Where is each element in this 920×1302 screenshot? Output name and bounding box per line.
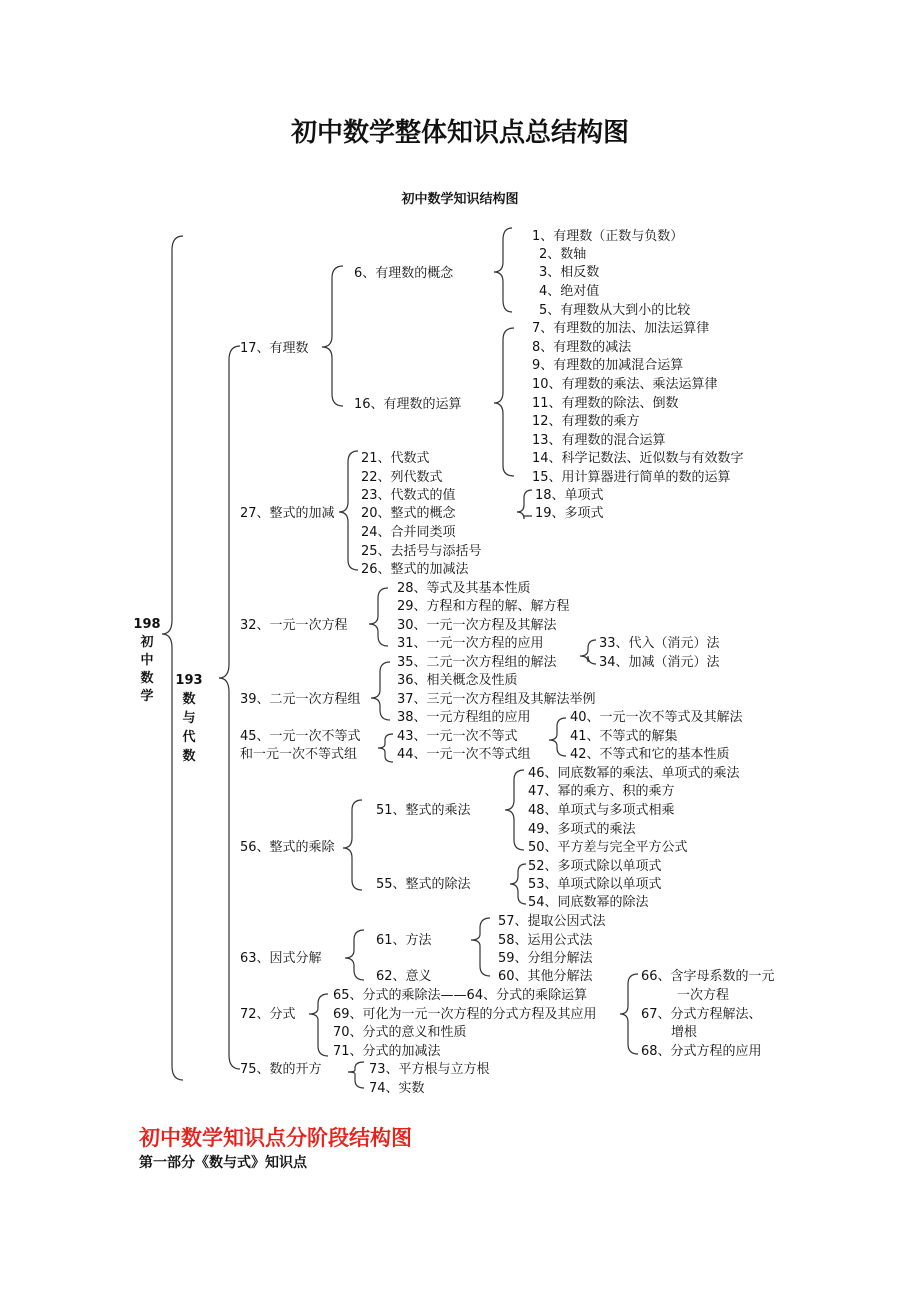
node-56: 56、整式的乘除 <box>240 840 335 855</box>
node-25: 25、去括号与添括号 <box>361 544 482 559</box>
brace-39 <box>371 662 390 720</box>
node-10: 10、有理数的乘法、乘法运算律 <box>532 377 718 392</box>
root-label-2: 中 <box>140 653 154 668</box>
node-13: 13、有理数的混合运算 <box>532 433 666 448</box>
node-41: 41、不等式的解集 <box>570 729 678 744</box>
node-72: 72、分式 <box>240 1007 296 1022</box>
node-23: 23、代数式的值 <box>361 488 456 503</box>
node-66-line2: 一次方程 <box>677 988 730 1003</box>
diagram-title: 初中数学知识结构图 <box>401 192 519 207</box>
root-label-4: 学 <box>140 689 154 704</box>
node-22: 22、列代数式 <box>361 470 443 485</box>
node-40: 40、一元一次不等式及其解法 <box>570 710 743 725</box>
node-67-line2: 增根 <box>671 1025 698 1040</box>
node-55: 55、整式的除法 <box>376 877 471 892</box>
node-73: 73、平方根与立方根 <box>369 1062 490 1077</box>
node-37: 37、三元一次方程组及其解法举例 <box>397 692 596 707</box>
node-1: 1、有理数（正数与负数） <box>532 229 684 244</box>
node-8: 8、有理数的减法 <box>532 340 632 355</box>
node-4: 4、绝对值 <box>539 284 600 299</box>
node-54: 54、同底数幂的除法 <box>528 895 649 910</box>
node-28: 28、等式及其基本性质 <box>397 581 531 596</box>
node-18: 18、单项式 <box>535 488 604 503</box>
node-24: 24、合并同类项 <box>361 525 456 540</box>
node-60: 60、其他分解法 <box>498 969 593 984</box>
section-title: 初中数学知识点分阶段结构图 <box>139 1126 412 1150</box>
root-node <box>133 617 160 704</box>
node-52: 52、多项式除以单项式 <box>528 859 662 874</box>
node-17: 17、有理数 <box>240 341 309 356</box>
node-62: 62、意义 <box>376 969 432 984</box>
node-9: 9、有理数的加减混合运算 <box>532 358 684 373</box>
node-71: 71、分式的加减法 <box>333 1044 441 1059</box>
node-42: 42、不等式和它的基本性质 <box>570 747 730 762</box>
node-43: 43、一元一次不等式 <box>397 729 518 744</box>
branch-label-0: 193 <box>175 673 203 688</box>
node-30: 30、一元一次方程及其解法 <box>397 618 557 633</box>
brace-27 <box>339 451 358 570</box>
brace-75 <box>348 1062 364 1088</box>
node-14: 14、科学记数法、近似数与有效数字 <box>532 451 744 466</box>
brace-51 <box>505 770 524 850</box>
branch-label-3: 代 <box>182 730 196 745</box>
brace-45 <box>378 734 393 762</box>
branch-label-1: 数 <box>182 692 196 707</box>
node-61: 61、方法 <box>376 933 432 948</box>
node-69: 69、可化为一元一次方程的分式方程及其应用 <box>333 1007 597 1022</box>
node-20: 20、整式的概念 <box>361 506 456 521</box>
root-label-0: 198 <box>133 617 161 632</box>
node-36: 36、相关概念及性质 <box>397 673 518 688</box>
brace-algebra <box>219 346 240 1069</box>
node-70: 70、分式的意义和性质 <box>333 1025 467 1040</box>
node-51: 51、整式的乘法 <box>376 803 471 818</box>
brace-32 <box>369 588 388 646</box>
node-58: 58、运用公式法 <box>498 933 593 948</box>
node-50: 50、平方差与完全平方公式 <box>528 840 688 855</box>
node-74: 74、实数 <box>369 1081 425 1096</box>
node-16: 16、有理数的运算 <box>354 397 462 412</box>
node-44: 44、一元一次不等式组 <box>397 747 531 762</box>
brace-16 <box>494 328 514 476</box>
node-53: 53、单项式除以单项式 <box>528 877 662 892</box>
brace-69 <box>620 974 638 1054</box>
node-45-line1: 45、一元一次不等式 <box>240 729 361 744</box>
node-47: 47、幂的乘方、积的乘方 <box>528 784 675 799</box>
root-label-3: 数 <box>140 671 154 686</box>
node-67-line1: 67、分式方程解法、 <box>641 1007 762 1022</box>
brace-43 <box>549 718 566 756</box>
brace-61 <box>471 918 490 976</box>
branch-label-4: 数 <box>182 749 196 764</box>
node-46: 46、同底数幂的乘法、单项式的乘法 <box>528 766 740 781</box>
node-32: 32、一元一次方程 <box>240 618 348 633</box>
node-15: 15、用计算器进行简单的数的运算 <box>532 470 731 485</box>
node-34: 34、加减（消元）法 <box>599 655 720 670</box>
section-subtitle: 第一部分《数与式》知识点 <box>139 1155 307 1171</box>
node-75: 75、数的开方 <box>240 1062 322 1077</box>
brace-31 <box>580 640 596 664</box>
node-38: 38、一元方程组的应用 <box>397 710 531 725</box>
node-57: 57、提取公因式法 <box>498 914 606 929</box>
node-66-line1: 66、含字母系数的一元 <box>641 969 775 984</box>
node-6: 6、有理数的概念 <box>354 266 454 281</box>
node-29: 29、方程和方程的解、解方程 <box>397 599 570 614</box>
node-65: 65、分式的乘除法——64、分式的乘除运算 <box>333 988 588 1003</box>
node-2: 2、数轴 <box>539 247 587 262</box>
brace-root <box>162 236 183 1080</box>
node-7: 7、有理数的加法、加法运算律 <box>532 321 710 336</box>
root-label-1: 初 <box>140 635 154 650</box>
brace-17 <box>322 266 343 406</box>
node-59: 59、分组分解法 <box>498 951 593 966</box>
brace-20 <box>517 490 532 519</box>
brace-6 <box>494 228 512 312</box>
branch-node <box>175 673 202 764</box>
node-48: 48、单项式与多项式相乘 <box>528 803 675 818</box>
node-49: 49、多项式的乘法 <box>528 822 636 837</box>
node-31: 31、一元一次方程的应用 <box>397 636 544 651</box>
node-19: 19、多项式 <box>535 506 604 521</box>
node-21: 21、代数式 <box>361 451 430 466</box>
node-35: 35、二元一次方程组的解法 <box>397 655 557 670</box>
diagram-nodes <box>240 228 775 1096</box>
branch-label-2: 与 <box>182 711 196 726</box>
node-27: 27、整式的加减 <box>240 506 335 521</box>
node-33: 33、代入（消元）法 <box>599 636 720 651</box>
node-3: 3、相反数 <box>539 265 600 280</box>
node-12: 12、有理数的乘方 <box>532 414 640 429</box>
brace-63 <box>345 930 364 980</box>
node-26: 26、整式的加减法 <box>361 562 469 577</box>
node-5: 5、有理数从大到小的比较 <box>539 303 691 318</box>
brace-72 <box>309 994 328 1056</box>
node-45-line2: 和一元一次不等式组 <box>240 747 358 762</box>
brace-56 <box>343 800 362 890</box>
brace-55 <box>510 864 526 904</box>
node-11: 11、有理数的除法、倒数 <box>532 396 679 411</box>
node-39: 39、二元一次方程组 <box>240 692 361 707</box>
page-title: 初中数学整体知识点总结构图 <box>290 118 629 148</box>
node-68: 68、分式方程的应用 <box>641 1044 762 1059</box>
node-63: 63、因式分解 <box>240 951 322 966</box>
